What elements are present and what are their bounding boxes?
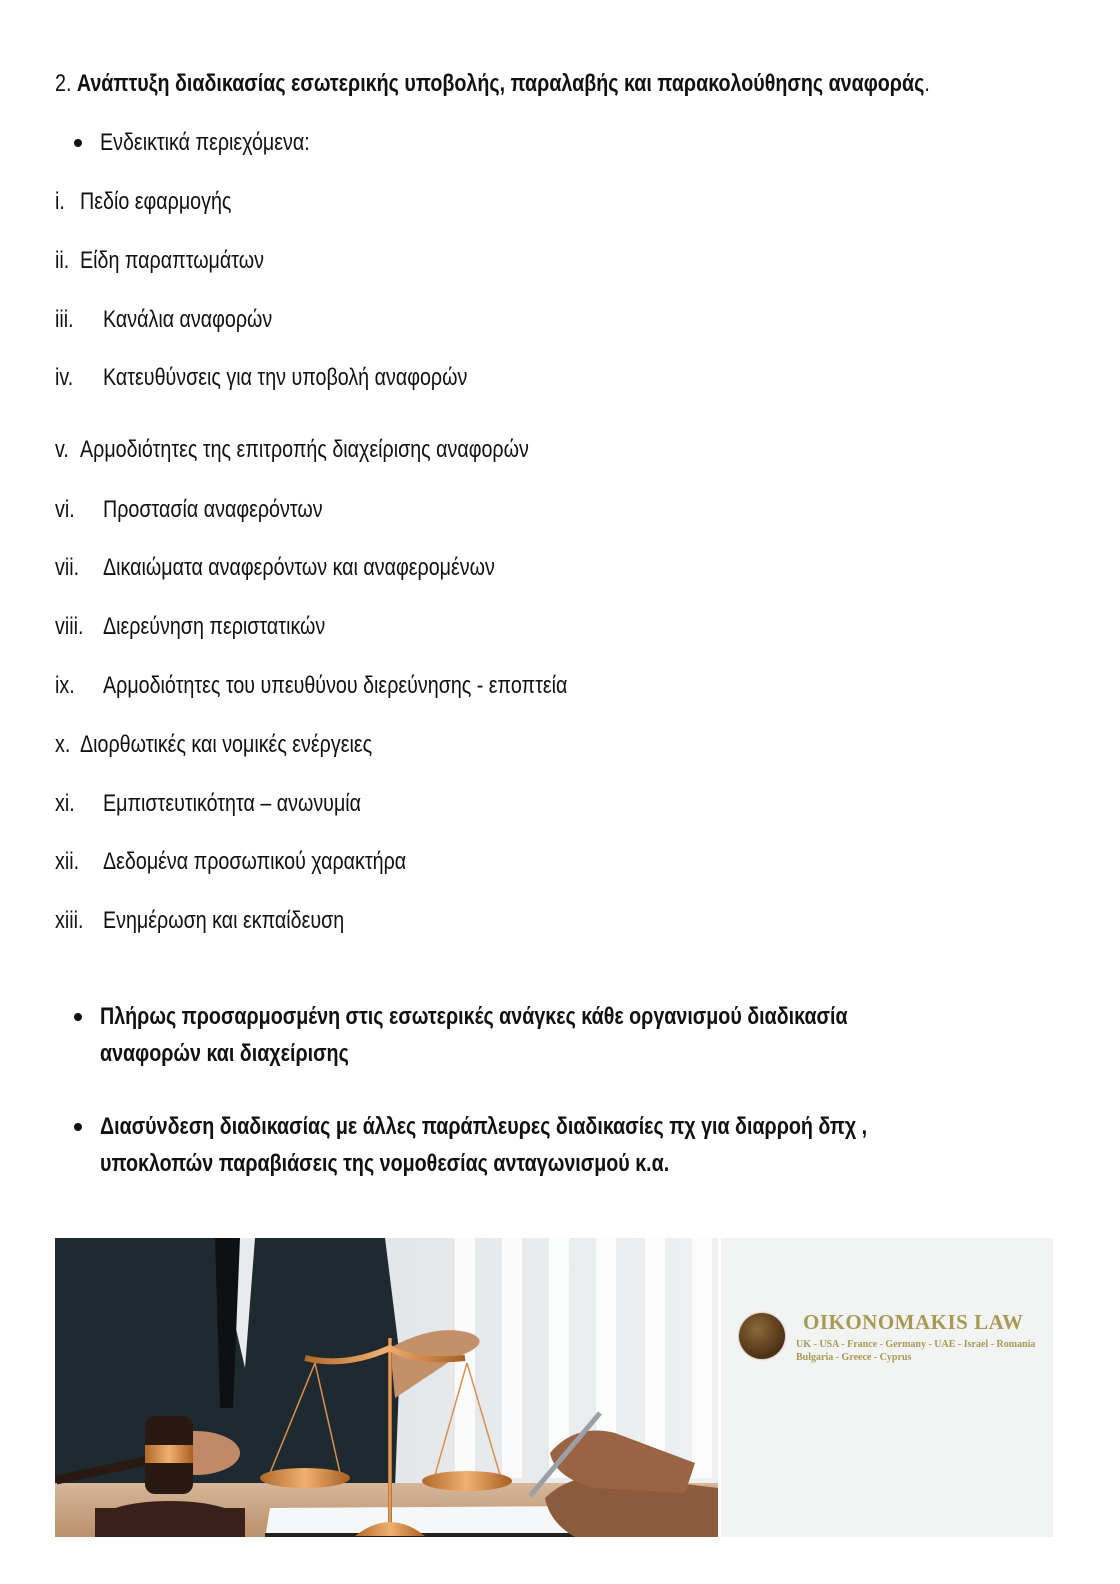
section-number: 2.: [55, 70, 72, 97]
intro-bullet: Ενδεικτικά περιεχόμενα:: [100, 129, 310, 156]
section-heading: [55, 67, 1120, 101]
justice-photo: [55, 1238, 718, 1537]
list-text: Ενημέρωση και εκπαίδευση: [103, 907, 345, 934]
firm-countries-line-2: Bulgaria - Greece - Cyprus: [796, 1352, 912, 1363]
list-text: Προστασία αναφερόντων: [103, 496, 323, 523]
list-numeral: viii.: [55, 613, 84, 640]
list-text: Δεδομένα προσωπικού χαρακτήρα: [103, 848, 407, 875]
list-item: [0, 187, 1000, 217]
list-item: [0, 435, 1000, 465]
list-item: [0, 847, 1000, 877]
list-text: Πεδίο εφαρμογής: [80, 188, 232, 215]
list-item: [0, 730, 1000, 760]
list-text: Κατευθύνσεις για την υποβολή αναφορών: [103, 364, 468, 391]
list-text: Διορθωτικές και νομικές ενέργειες: [80, 731, 373, 758]
list-item: [0, 671, 1000, 701]
list-numeral: xii.: [55, 848, 80, 875]
list-item: [0, 789, 1000, 819]
list-text: Κανάλια αναφορών: [103, 306, 273, 333]
firm-name: OIKONOMAKIS LAW: [803, 1310, 1024, 1334]
bullet-icon: [74, 139, 82, 147]
firm-logo-panel: [721, 1238, 1053, 1537]
list-item: [0, 553, 1000, 583]
list-item: [0, 305, 1000, 335]
list-numeral: i.: [55, 188, 65, 215]
bold-bullet-customized-procedure: Πλήρως προσαρμοσμένη στις εσωτερικές ανάγκες κάθε οργανισμού διαδικασία αναφορών και διαχείρισης: [100, 1003, 848, 1067]
list-text: Αρμοδιότητες της επιτροπής διαχείρισης αναφορών: [80, 436, 529, 463]
globe-logo-icon: [739, 1313, 785, 1359]
list-text: Διερεύνηση περιστατικών: [103, 613, 326, 640]
list-numeral: v.: [55, 436, 69, 463]
list-text: Αρμοδιότητες του υπευθύνου διερεύνησης - εποπτεία: [103, 672, 568, 699]
firm-countries-line-1: UK - USA - France - Germany - UAE - Israel - Romania: [796, 1339, 1036, 1350]
bullet-icon: [74, 1013, 82, 1021]
bullet-icon: [74, 1123, 82, 1131]
heading-period: .: [924, 70, 930, 97]
list-text: Είδη παραπτωμάτων: [80, 247, 264, 274]
list-item: [0, 246, 1000, 276]
list-numeral: vii.: [55, 554, 80, 581]
section-title: Ανάπτυξη διαδικασίας εσωτερικής υποβολής, παραλαβής και παρακολούθησης αναφοράς: [76, 70, 925, 97]
list-numeral: vi.: [55, 496, 75, 523]
list-item: [0, 495, 1000, 525]
list-numeral: iii.: [55, 306, 74, 333]
list-item: [0, 363, 1000, 393]
list-numeral: xiii.: [55, 907, 84, 934]
list-text: Εμπιστευτικότητα – ανωνυμία: [103, 790, 362, 817]
list-item: [0, 906, 1000, 936]
list-text: Δικαιώματα αναφερόντων και αναφερομένων: [103, 554, 495, 581]
bold-bullet-linked-procedures: Διασύνδεση διαδικασίας με άλλες παράπλευρες διαδικασίες πχ για διαρροή δπχ , υποκλοπών παραβιάσεις της νομοθεσίας ανταγωνισμού κ.α.: [100, 1113, 868, 1177]
list-numeral: iv.: [55, 364, 74, 391]
list-numeral: x.: [55, 731, 71, 758]
list-item: [0, 612, 1000, 642]
list-numeral: xi.: [55, 790, 75, 817]
list-numeral: ix.: [55, 672, 75, 699]
list-numeral: ii.: [55, 247, 70, 274]
